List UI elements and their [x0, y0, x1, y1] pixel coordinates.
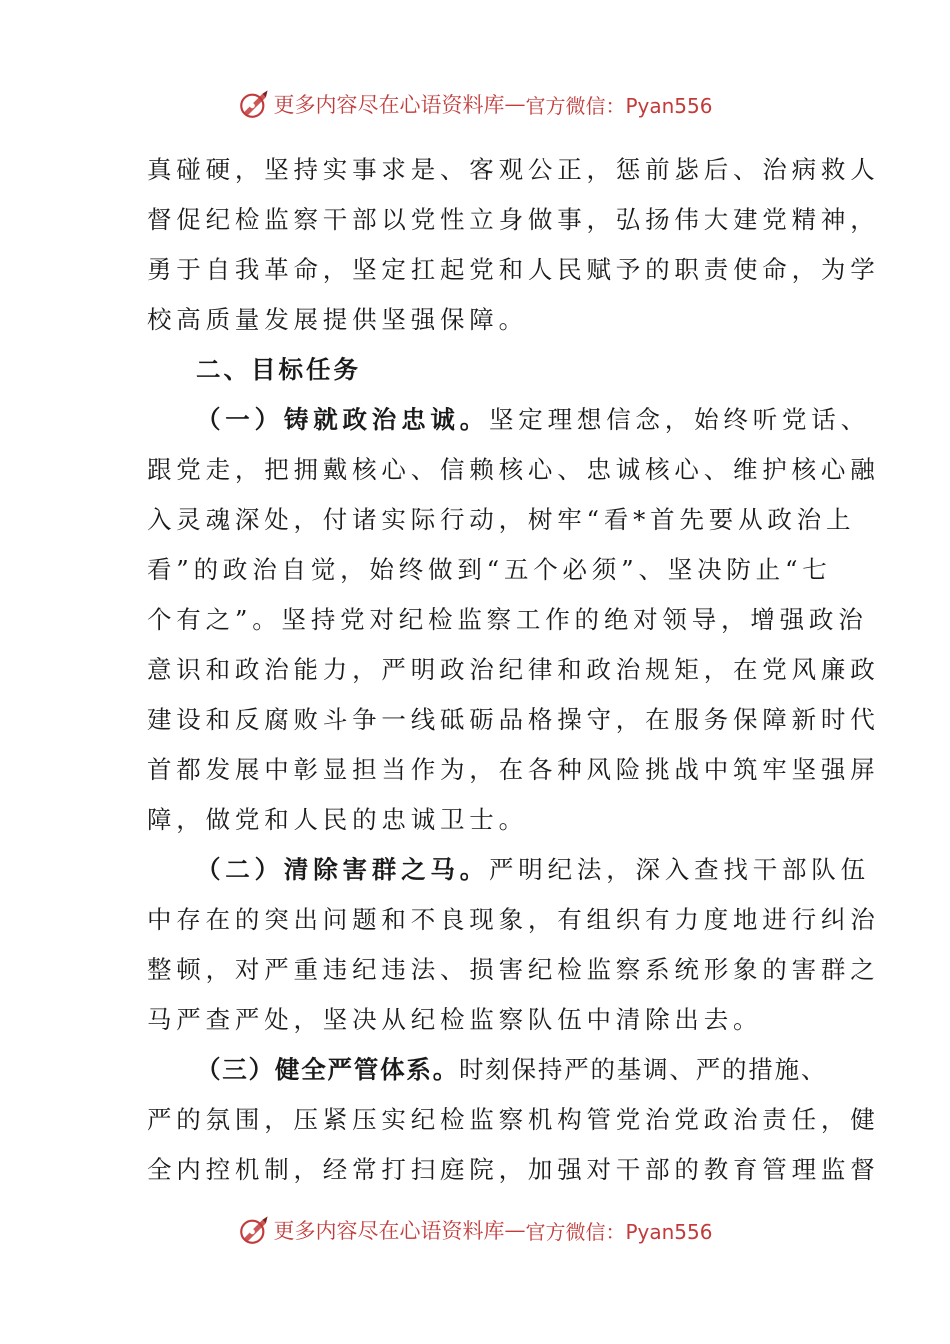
text-line: 入灵魂深处，付诸实际行动，树牢“看*首先要从政治上	[147, 505, 856, 534]
subsection-3-text: 时刻保持严的基调、严的措施、	[459, 1055, 828, 1084]
subsection-2-text: 严明纪法，深入查找干部队伍	[489, 855, 870, 884]
watermark-text: 更多内容尽在心语资料库	[273, 1219, 505, 1243]
footer-watermark	[0, 1210, 950, 1250]
subsection-1-first-line	[147, 395, 870, 445]
text-line: 严的氛围，压紧压实纪检监察机构管党治党政治责任，健	[147, 1105, 880, 1134]
subsection-2-first-line	[147, 845, 870, 895]
text-line: 建设和反腐败斗争一线砥砺品格操守，在服务保障新时代	[147, 705, 880, 734]
watermark-dash: —	[504, 92, 526, 116]
text-line: 马严查严处，坚决从纪检监察队伍中清除出去。	[147, 1005, 763, 1034]
pen-circle-logo-icon	[237, 87, 271, 121]
text-line: 首都发展中彰显担当作为，在各种风险挑战中筑牢坚强屏	[147, 755, 880, 784]
section-heading: 二、目标任务	[196, 355, 361, 384]
text-line: 中存在的突出问题和不良现象，有组织有力度地进行纠治	[147, 905, 880, 934]
text-line: 校高质量发展提供坚强保障。	[147, 305, 528, 334]
text-line: 真碰硬，坚持实事求是、客观公正，惩前毖后、治病救人	[147, 155, 880, 184]
text-line: 督促纪检监察干部以党性立身做事，弘扬伟大建党精神，	[147, 205, 880, 234]
text-line: 跟党走，把拥戴核心、信赖核心、忠诚核心、维护核心融	[147, 455, 880, 484]
watermark-dash: —	[504, 1218, 526, 1242]
subsection-1-text: 坚定理想信念，始终听党话、	[489, 405, 870, 434]
subsection-2-title: （二）清除害群之马。	[196, 855, 489, 884]
text-line: 意识和政治能力，严明政治纪律和政治规矩，在党风廉政	[147, 655, 880, 684]
header-watermark	[0, 84, 950, 124]
subsection-1-title: （一）铸就政治忠诚。	[196, 405, 489, 434]
subsection-3-first-line	[147, 1045, 828, 1095]
text-line: 整顿，对严重违纪违法、损害纪检监察系统形象的害群之	[147, 955, 880, 984]
pen-circle-logo-icon	[237, 1213, 271, 1247]
watermark-wechat: 官方微信：Pyan556	[525, 93, 713, 118]
text-line: 全内控机制，经常打扫庭院，加强对干部的教育管理监督	[147, 1155, 880, 1184]
watermark-text: 更多内容尽在心语资料库	[273, 93, 505, 117]
text-line: 个有之”。坚持党对纪检监察工作的绝对领导，增强政治	[147, 605, 868, 634]
text-line: 看”的政治自觉，始终做到“五个必须”、坚决防止“七	[147, 555, 832, 584]
subsection-3-title: （三）健全严管体系。	[196, 1055, 459, 1084]
text-line: 障，做党和人民的忠诚卫士。	[147, 805, 528, 834]
watermark-wechat: 官方微信：Pyan556	[525, 1219, 713, 1244]
document-body	[147, 145, 880, 1195]
text-line: 勇于自我革命，坚定扛起党和人民赋予的职责使命，为学	[147, 255, 880, 284]
